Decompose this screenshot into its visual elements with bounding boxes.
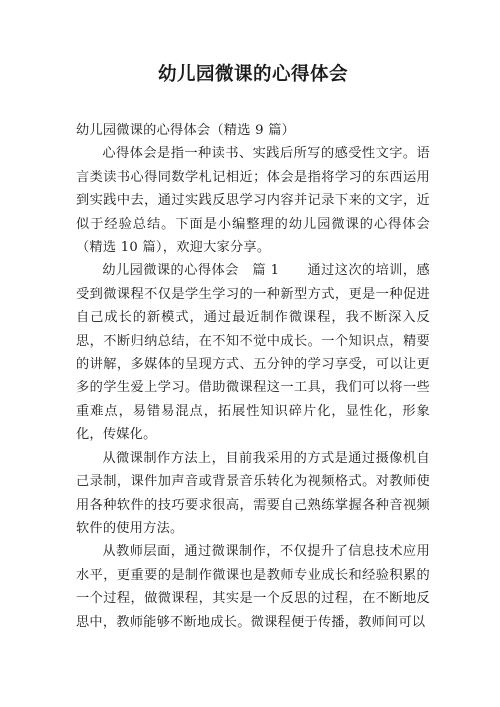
document-subtitle: 幼儿园微课的心得体会（精选 9 篇） (76, 123, 296, 138)
document-title: 幼儿园微课的心得体会 (157, 64, 348, 85)
section-1-paragraph (76, 259, 430, 446)
paragraph-3: 从教师层面，通过微课制作，不仅提升了信息技术应用水平，更重要的是制作微课也是教师专业成长和经验积累的一个过程，做微课程，其实是一个反思的过程，在不断地反思中，教师能够不断地成长。微课程便于传播，教师间可以 (76, 544, 430, 630)
intro-paragraph: 心得体会是指一种读书、实践后所写的感受性文字。语言类读书心得同数学札记相近；体会是指将学习的东西运用到实践中去，通过实践反思学习内容并记录下来的文字，近似于经验总结。下面是小编整理的幼儿园微课的心得体会（精选 10 篇），欢迎大家分享。 (76, 146, 430, 256)
section-label: 幼儿园微课的心得体会 篇 1 (102, 263, 280, 279)
section-1-text: 通过这次的培训，感受到微课程不仅是学生学习的一种新型方式，更是一种促进自己成长的新模式，通过最近制作微课程，我不断深入反思，不断归纳总结，在不知不觉中成长。一个知识点，精要的讲解，多媒体的呈现方式、五分钟的学习享受，可以让更多的学生爱上学习。借助微课程这一工具，我们可以将一些重难点，易错易混点，拓展性知识碎片化，显性化，形象化，传媒化。 (76, 263, 430, 443)
paragraph-2: 从微课制作方法上，目前我采用的方式是通过摄像机自己录制，课件加声音或背景音乐转化为视频格式。对教师使用各种软件的技巧要求很高，需要自己熟练掌握各种音视频软件的使用方法。 (76, 450, 430, 536)
